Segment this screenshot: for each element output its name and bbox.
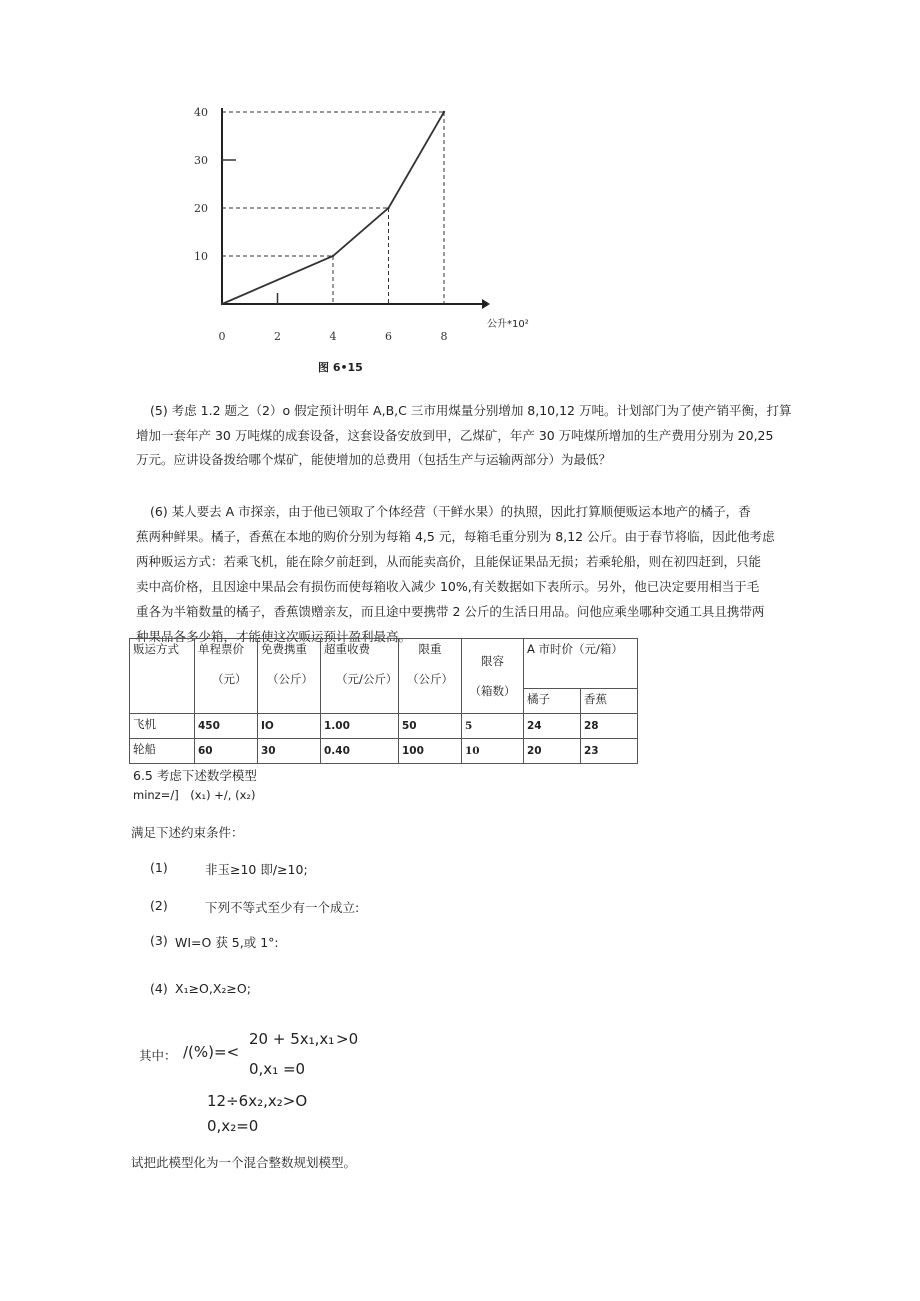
text-line: 增加一套年产 30 万吨煤的成套设备，这套设备安放到甲，乙煤矿，年产 30 万吨煤所增加的生产费用分别为 20,25 [136, 428, 774, 443]
data-table [129, 638, 638, 764]
piece: 0,x₁ =0 [249, 1060, 306, 1078]
task-text: 试把此模型化为一个混合整数规划模型。 [131, 1155, 357, 1170]
text-line: 种果品各多少箱，才能使这次贩运预计盈利最高。 [136, 629, 412, 644]
constraint-num: (1) [150, 860, 168, 875]
cell: 23 [581, 739, 638, 764]
data-point [387, 207, 389, 209]
series-line [222, 112, 444, 304]
x-axis-label: 公升*10² [487, 319, 529, 330]
data-point [221, 303, 223, 305]
table-row [130, 739, 638, 764]
header-cell: A 市时价（元/箱） [524, 639, 638, 689]
cell: 飞机 [130, 714, 195, 739]
cell: 30 [258, 739, 321, 764]
header-cell: 单程票价 （元） [195, 639, 258, 714]
y-tick-label: 10 [194, 250, 208, 263]
objective: minz=/] (x₁) +/, (x₂) [133, 788, 256, 802]
x-tick-label: 4 [329, 330, 337, 343]
piece: 20 + 5x₁,x₁ [249, 1030, 335, 1048]
constraint-num: (2) [150, 898, 168, 913]
y-tick-label: 40 [194, 106, 208, 119]
chart [0, 0, 920, 400]
text-line: 万元。应讲设备拨给哪个煤矿，能使增加的总费用（包括生产与运输两部分）为最低？ [136, 452, 612, 467]
text-line: (6) 某人要去 A 市探亲，由于他已领取了个体经营（干鲜水果）的执照，因此打算顺便贩运本地产的橘子，香 [150, 504, 751, 519]
cell: 60 [195, 739, 258, 764]
where-label: 其中： [139, 1048, 177, 1063]
problem-title: 6.5 考虑下述数学模型 [133, 768, 257, 783]
data-point [443, 111, 445, 113]
cell: 10 [462, 739, 524, 764]
piece: 0,x₂=0 [207, 1117, 259, 1135]
x-tick-label: 6 [385, 330, 392, 343]
text-line: 两种贩运方式：若乘飞机，能在除夕前赶到，从而能卖高价，且能保证果品无损；若乘轮船，则在初四赶到，只能 [136, 554, 762, 569]
constraint: WI=O 获 5,或 1°: [175, 935, 279, 950]
data-point [332, 255, 334, 257]
x-tick-label: 0 [218, 330, 226, 343]
cell: 28 [581, 714, 638, 739]
x-tick-label: 2 [274, 330, 281, 343]
header-cell: 限容 （箱数） [462, 639, 524, 714]
text-line: (5) 考虑 1.2 题之（2）o 假定预计明年 A,B,C 三市用煤量分别增加 8,10,12 万吨。计划部门为了使产销平衡，打算 [150, 403, 792, 418]
y-tick-label: 30 [194, 154, 208, 167]
constraint: 非玉≥10 即/≥10; [205, 862, 308, 877]
constraint: X₁≥O,X₂≥O; [175, 981, 251, 996]
header-cell: 橘子 [524, 689, 581, 714]
header-cell: 免费携重 （公斤） [258, 639, 321, 714]
constraint-num: (3) [150, 933, 168, 948]
cell: 450 [195, 714, 258, 739]
cell: 轮船 [130, 739, 195, 764]
cell: IO [258, 714, 321, 739]
piece: >0 [336, 1030, 359, 1048]
header-cell: 香蕉 [581, 689, 638, 714]
x-axis-arrow [482, 299, 490, 309]
text-line: 卖中高价格，且因途中果品会有损伤而使每箱收入减少 10%,有关数据如下表所示。另外，他已决定要用相当于毛 [136, 579, 760, 594]
table-row [130, 714, 638, 739]
cell: 100 [399, 739, 462, 764]
y-tick-label: 20 [194, 202, 208, 215]
text-line: 重各为半箱数量的橘子，香蕉馈赠亲友，而且途中要携带 2 公斤的生活日用品。问他应乘坐哪种交通工具且携带两 [136, 604, 765, 619]
text-line: 蕉两种鲜果。橘子，香蕉在本地的购价分别为每箱 4,5 元，每箱毛重分别为 8,12 公斤。由于春节将临，因此他考虑 [136, 529, 775, 544]
constraints-label: 满足下述约束条件： [131, 825, 244, 840]
header-cell: 贩运方式 [130, 639, 195, 714]
piece: 12÷6x₂,x₂>O [207, 1092, 308, 1110]
cell: 1.00 [321, 714, 399, 739]
constraint-num: (4) [150, 981, 168, 996]
cell: 0.40 [321, 739, 399, 764]
figure-caption: 图 6•15 [318, 361, 363, 374]
header-cell: 限重 （公斤） [399, 639, 462, 714]
cell: 20 [524, 739, 581, 764]
cell: 50 [399, 714, 462, 739]
header-cell: 超重收费 （元/公斤） [321, 639, 399, 714]
function-def: /(%)=< [183, 1043, 240, 1061]
cell: 24 [524, 714, 581, 739]
constraint: 下列不等式至少有一个成立: [205, 900, 360, 915]
cell: 5 [462, 714, 524, 739]
x-tick-label: 8 [440, 330, 448, 343]
